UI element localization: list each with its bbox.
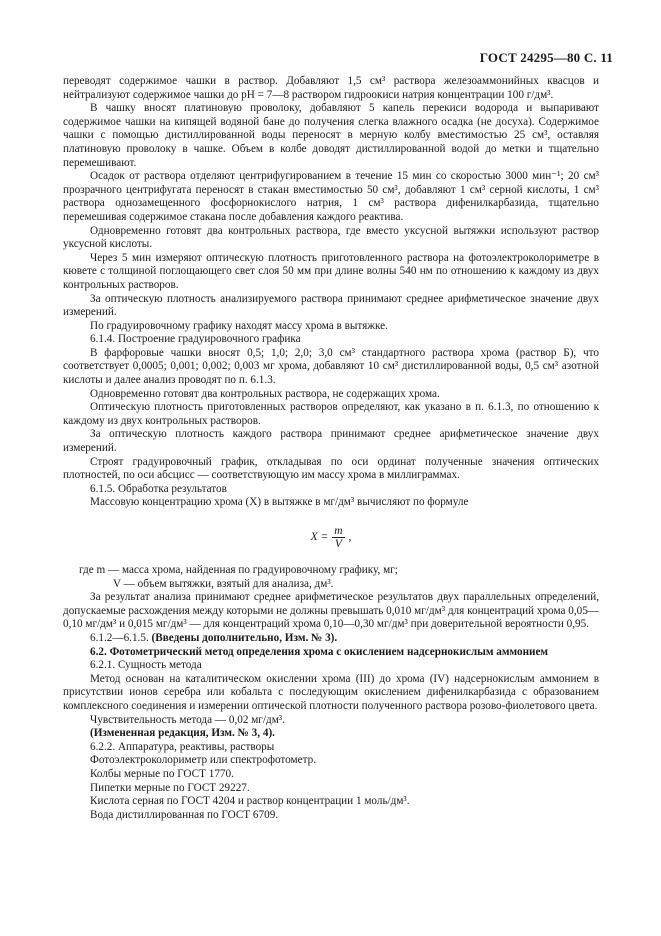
paragraph: В чашку вносят платиновую проволоку, добавляют 5 капель перекиси водорода и выпаривают содержимое чашки на кипящей водяной бане до получения слегка влажного осадка (не досуха). Содержимое чашки с помощью дистиллированной воды переносят в мерную колбу вместимостью 25 см³, оставляя платиновую проволоку в чашке. Объем в колбе доводят дистиллированной водой до метки и тщательно перемешивают. [63,102,599,169]
paragraph: переводят содержимое чашки в раствор. Добавляют 1,5 см³ раствора железоаммонийных квасцов и нейтрализуют содержимое чашки до рН = 7—8 раствором гидроокиси натрия концентрации 100 г/дм³. [63,75,599,101]
section-heading: 6.2.2. Аппаратура, реактивы, растворы [90,740,275,753]
paragraph: За оптическую плотность каждого раствора принимают среднее арифметическое значение двух измерений. [63,428,599,455]
list-item: Кислота серная по ГОСТ 4204 и раствор концентрации 1 моль/дм³. [90,795,410,808]
section-heading: 6.2.1. Сущность метода [90,659,202,672]
section-heading-6-2: 6.2. Фотометрический метод определения хрома с окислением надсернокислым аммонием [90,645,549,658]
paragraph: За оптическую плотность анализируемого раствора принимают среднее арифметическое значение двух измерений. [63,292,599,319]
formula-numerator: m [334,525,343,537]
paragraph: В фарфоровые чашки вносят 0,5; 1,0; 2,0; 3,0 см³ стандартного раствора хрома (раствор Б), что соответствует 0,0005; 0,001; 0,002; 0,003 мг хрома, добавляют 10 см³ дистиллированной воды, 0,5 см³ азотной кислоты и далее анализ проводят по п. 6.1.3. [63,346,599,387]
formula [63,526,599,550]
paragraph: За результат анализа принимают среднее арифметическое результатов двух параллельных определений, допускаемые расхождения между которыми не должны превышать 0,010 мг/дм³ для концентраций хрома 0,05—0,10 мг/дм³ и 0,015 мг/дм³ — для концентраций хрома 0,10—0,30 мг/дм³ при доверительной вероятности 0,95. [63,591,599,631]
amendment-note: (Измененная редакция, Изм. № 3, 4). [90,727,275,740]
amendment-prefix: 6.1.2—6.1.5. [90,631,152,644]
paragraph: По градуировочному графику находят массу хрома в вытяжке. [90,319,388,332]
formula-lhs: X = [310,531,329,544]
paragraph: Массовую концентрацию хрома (X) в вытяжке в мг/дм³ вычисляют по формуле [90,496,469,509]
page-header: ГОСТ 24295—80 С. 11 [479,50,613,65]
section-heading: 6.1.4. Построение градуировочного графика [90,333,301,346]
formula-fraction [332,526,344,550]
amendment-note [63,632,599,646]
paragraph: Строят градуировочный график, откладывая по оси ординат полученные значения оптических плотностей, по оси абсцисс — соответствующую им массу хрома в миллиграммах. [63,455,599,482]
where-line: V — объем вытяжки, взятый для анализа, дм³. [113,577,334,590]
amendment-bold: (Введены дополнительно, Изм. № 3). [151,631,338,644]
paragraph: Оптическую плотность приготовленных растворов определяют, как указано в п. 6.1.3, по отношению к каждому из двух контрольных растворов. [63,401,599,427]
paragraph: Чувствительность метода — 0,02 мг/дм³. [90,713,285,726]
formula-tail: , [348,531,352,544]
paragraph: Метод основан на каталитическом окислении хрома (III) до хрома (IV) надсернокислым аммонием в присутствии ионов серебра или кобальта с последующим окислением дифенилкарбазида с образованием комплексного соединения и измерении оптической плотности полученного раствора розово-фиолетового цвета. [63,672,599,712]
paragraph: Через 5 мин измеряют оптическую плотность приготовленного раствора на фотоэлектроколориметре в кювете с толщиной поглощающего свет слоя 50 мм при длине волны 540 нм по отношению к каждому из двух контрольных растворов. [63,251,599,291]
formula-denominator: V [334,538,342,550]
paragraph: Осадок от раствора отделяют центрифугированием в течение 15 мин со скоростью 3000 мин⁻¹; 20 см³ прозрачного центрифугата переносят в стакан вместимостью 50 см³, добавляют 1 см³ серной кислоты, 1 см³ раствора однозамещенного фосфорнокислого натрия, 1 см³ раствора дифенилкарбазида, тщательно перемешивая содержимое стакана после добавления каждого реактива. [63,170,599,223]
list-item: Пипетки мерные по ГОСТ 29227. [90,781,250,794]
list-item: Колбы мерные по ГОСТ 1770. [90,767,234,780]
list-item: Фотоэлектроколориметр или спектрофотометр. [90,754,316,767]
where-line: где m — масса хрома, найденная по градуировочному графику, мг; [79,564,398,576]
paragraph: Одновременно готовят два контрольных раствора, где вместо уксусной вытяжки используют раствор уксусной кислоты. [63,224,599,251]
section-heading: 6.1.5. Обработка результатов [90,482,227,495]
list-item: Вода дистиллированная по ГОСТ 6709. [90,808,279,821]
document-body [63,75,599,822]
paragraph: Одновременно готовят два контрольных раствора, не содержащих хрома. [90,387,440,400]
